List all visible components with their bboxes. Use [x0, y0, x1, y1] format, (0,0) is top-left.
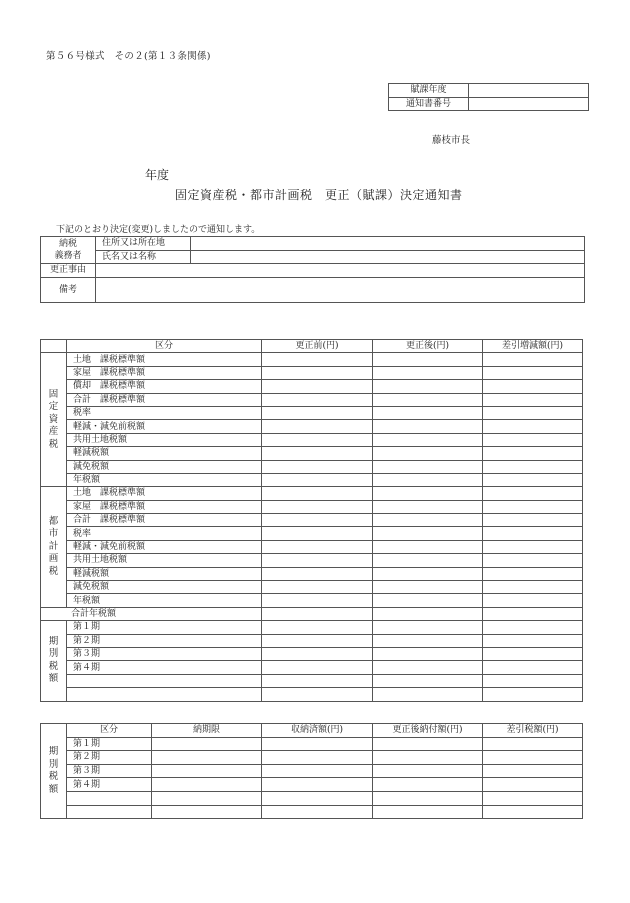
row-label: 第２期	[67, 634, 262, 647]
cell-due-date[interactable]	[152, 778, 262, 792]
cell-after[interactable]	[373, 500, 483, 513]
row-label: 合計 課税標準額	[67, 514, 262, 527]
table-row	[41, 621, 583, 634]
table-row	[41, 527, 583, 540]
address-field[interactable]	[191, 237, 585, 251]
table-row	[41, 594, 583, 607]
cell-difference[interactable]	[483, 353, 583, 366]
table-row	[41, 500, 583, 513]
cell-before[interactable]	[262, 688, 373, 701]
table-header-row	[41, 340, 583, 353]
cell-before[interactable]	[262, 607, 373, 620]
table-row	[41, 473, 583, 486]
cell-difference[interactable]	[483, 581, 583, 594]
cell-after[interactable]	[373, 594, 483, 607]
cell-before[interactable]	[262, 527, 373, 540]
table-row	[41, 514, 583, 527]
cell-difference[interactable]	[483, 751, 583, 765]
cell-difference[interactable]	[483, 447, 583, 460]
cell-after[interactable]	[373, 433, 483, 446]
table-row	[41, 447, 583, 460]
cell-paid[interactable]	[262, 751, 373, 765]
row-label: 家屋 課税標準額	[67, 366, 262, 379]
cell-difference[interactable]	[483, 791, 583, 805]
row-label: 減免税額	[67, 581, 262, 594]
cell-difference[interactable]	[483, 554, 583, 567]
row-label: 第２期	[67, 751, 152, 765]
cell-due-date[interactable]	[152, 791, 262, 805]
row-label: 共用土地税額	[67, 433, 262, 446]
row-label: 第１期	[67, 737, 152, 751]
header-before: 更正前(円)	[262, 340, 373, 353]
row-label: 土地 課税標準額	[67, 487, 262, 500]
cell-difference[interactable]	[483, 527, 583, 540]
cell-difference[interactable]	[483, 778, 583, 792]
cell-before[interactable]	[262, 473, 373, 486]
total-label: 合計年税額	[41, 607, 262, 620]
cell-before[interactable]	[262, 554, 373, 567]
header-paid-amount: 収納済額(円)	[262, 724, 373, 738]
cell-before[interactable]	[262, 353, 373, 366]
cell-before[interactable]	[262, 581, 373, 594]
cell-corrected[interactable]	[373, 737, 483, 751]
row-label	[67, 674, 262, 687]
cell-after[interactable]	[373, 554, 483, 567]
cell-difference[interactable]	[483, 473, 583, 486]
cell-after[interactable]	[373, 487, 483, 500]
cell-paid[interactable]	[262, 805, 373, 819]
table-row	[41, 487, 583, 500]
period-payment-table	[40, 723, 583, 819]
row-label: 第３期	[67, 647, 262, 660]
table-row	[41, 366, 583, 379]
cell-difference[interactable]	[483, 674, 583, 687]
cell-before[interactable]	[262, 393, 373, 406]
header-corrected-payment: 更正後納付額(円)	[373, 724, 483, 738]
table-row	[41, 674, 583, 687]
tax-year-field[interactable]	[469, 84, 589, 98]
cell-corrected[interactable]	[373, 764, 483, 778]
cell-difference[interactable]	[483, 567, 583, 580]
cell-before[interactable]	[262, 647, 373, 660]
cell-after[interactable]	[373, 514, 483, 527]
cell-difference[interactable]	[483, 460, 583, 473]
cell-corrected[interactable]	[373, 791, 483, 805]
row-label: 第４期	[67, 661, 262, 674]
table-row	[41, 433, 583, 446]
row-label: 税率	[67, 406, 262, 419]
cell-difference[interactable]	[483, 805, 583, 819]
table-row	[41, 554, 583, 567]
intro-text: 下記のとおり決定(変更)しましたので通知します。	[56, 225, 261, 235]
cell-corrected[interactable]	[373, 778, 483, 792]
cell-paid[interactable]	[262, 778, 373, 792]
cell-after[interactable]	[373, 420, 483, 433]
row-label: 共用土地税額	[67, 554, 262, 567]
cell-difference[interactable]	[483, 607, 583, 620]
document-title: 固定資産税・都市計画税 更正（賦課）決定通知書	[175, 188, 463, 202]
cell-after[interactable]	[373, 621, 483, 634]
cell-before[interactable]	[262, 460, 373, 473]
section-label-city-planning-tax: 都 市 計 画 税	[41, 487, 67, 608]
cell-after[interactable]	[373, 527, 483, 540]
row-label: 第４期	[67, 778, 152, 792]
table-row	[41, 380, 583, 393]
cell-difference[interactable]	[483, 594, 583, 607]
cell-after[interactable]	[373, 661, 483, 674]
cell-before[interactable]	[262, 540, 373, 553]
table-row	[41, 805, 583, 819]
header-category: 区分	[67, 340, 262, 353]
row-label: 合計 課税標準額	[67, 393, 262, 406]
cell-before[interactable]	[262, 380, 373, 393]
header-due-date: 納期限	[152, 724, 262, 738]
remarks-field[interactable]	[96, 277, 585, 302]
cell-after[interactable]	[373, 540, 483, 553]
cell-after[interactable]	[373, 674, 483, 687]
cell-difference[interactable]	[483, 688, 583, 701]
row-label: 家屋 課税標準額	[67, 500, 262, 513]
table-row	[41, 460, 583, 473]
taxpayer-group-label: 納税 義務者	[41, 237, 96, 264]
cell-before[interactable]	[262, 433, 373, 446]
row-label: 第１期	[67, 621, 262, 634]
row-label	[67, 791, 152, 805]
cell-difference[interactable]	[483, 433, 583, 446]
cell-difference[interactable]	[483, 737, 583, 751]
table-row	[41, 647, 583, 660]
cell-difference[interactable]	[483, 621, 583, 634]
row-label: 償却 課税標準額	[67, 380, 262, 393]
section-label-period-tax: 期 別 税 額	[41, 621, 67, 701]
table-row	[41, 778, 583, 792]
form-number: 第５６号様式 その２(第１３条関係)	[46, 51, 211, 62]
row-label	[67, 688, 262, 701]
cell-after[interactable]	[373, 688, 483, 701]
table-header-row	[41, 724, 583, 738]
cell-after[interactable]	[373, 393, 483, 406]
cell-before[interactable]	[262, 674, 373, 687]
cell-before[interactable]	[262, 661, 373, 674]
cell-due-date[interactable]	[152, 737, 262, 751]
name-label: 氏名又は名称	[96, 250, 191, 264]
table-row	[41, 581, 583, 594]
cell-after[interactable]	[373, 406, 483, 419]
cell-before[interactable]	[262, 406, 373, 419]
row-label: 年税額	[67, 473, 262, 486]
cell-difference[interactable]	[483, 764, 583, 778]
cell-after[interactable]	[373, 607, 483, 620]
taxpayer-table	[40, 236, 585, 303]
header-difference: 差引増減額(円)	[483, 340, 583, 353]
row-label: 軽減・減免前税額	[67, 420, 262, 433]
table-row	[41, 567, 583, 580]
cell-before[interactable]	[262, 487, 373, 500]
address-label: 住所又は所在地	[96, 237, 191, 251]
cell-after[interactable]	[373, 447, 483, 460]
section-label-fixed-asset-tax: 固 定 資 産 税	[41, 353, 67, 487]
table-row	[41, 540, 583, 553]
tax-year-label: 賦課年度	[389, 84, 469, 98]
row-label	[67, 805, 152, 819]
header-blank	[41, 340, 67, 353]
cell-before[interactable]	[262, 366, 373, 379]
cell-difference[interactable]	[483, 634, 583, 647]
table-row	[41, 420, 583, 433]
notice-number-row	[389, 97, 589, 111]
table-row	[41, 661, 583, 674]
table-row	[41, 634, 583, 647]
cell-before[interactable]	[262, 594, 373, 607]
cell-after[interactable]	[373, 567, 483, 580]
total-row	[41, 607, 583, 620]
table-row	[41, 393, 583, 406]
notice-info-box	[388, 83, 589, 111]
cell-due-date[interactable]	[152, 751, 262, 765]
notice-number-field[interactable]	[469, 97, 589, 111]
cell-difference[interactable]	[483, 647, 583, 660]
cell-paid[interactable]	[262, 764, 373, 778]
row-label: 減免税額	[67, 460, 262, 473]
side-label-period-tax: 期 別 税 額	[41, 724, 67, 819]
table-row	[41, 406, 583, 419]
row-label: 軽減税額	[67, 567, 262, 580]
row-label: 第３期	[67, 764, 152, 778]
tax-year-row	[389, 84, 589, 98]
cell-after[interactable]	[373, 581, 483, 594]
header-after: 更正後(円)	[373, 340, 483, 353]
reason-label: 更正事由	[41, 264, 96, 278]
tax-correction-table	[40, 339, 583, 702]
cell-after[interactable]	[373, 460, 483, 473]
cell-difference[interactable]	[483, 500, 583, 513]
cell-before[interactable]	[262, 447, 373, 460]
cell-after[interactable]	[373, 647, 483, 660]
cell-after[interactable]	[373, 366, 483, 379]
table-row	[41, 751, 583, 765]
row-label: 年税額	[67, 594, 262, 607]
table-row	[41, 688, 583, 701]
cell-before[interactable]	[262, 420, 373, 433]
cell-corrected[interactable]	[373, 805, 483, 819]
year-label: 年度	[145, 168, 170, 182]
cell-paid[interactable]	[262, 737, 373, 751]
header-difference-tax: 差引税額(円)	[483, 724, 583, 738]
cell-due-date[interactable]	[152, 805, 262, 819]
cell-difference[interactable]	[483, 514, 583, 527]
table-row	[41, 764, 583, 778]
cell-paid[interactable]	[262, 791, 373, 805]
cell-before[interactable]	[262, 621, 373, 634]
cell-difference[interactable]	[483, 406, 583, 419]
cell-difference[interactable]	[483, 366, 583, 379]
row-label: 土地 課税標準額	[67, 353, 262, 366]
remarks-label: 備考	[41, 277, 96, 302]
header-category: 区分	[67, 724, 152, 738]
cell-difference[interactable]	[483, 661, 583, 674]
cell-before[interactable]	[262, 634, 373, 647]
cell-difference[interactable]	[483, 420, 583, 433]
cell-due-date[interactable]	[152, 764, 262, 778]
table-row	[41, 353, 583, 366]
cell-corrected[interactable]	[373, 751, 483, 765]
reason-field[interactable]	[96, 264, 585, 278]
row-label: 軽減税額	[67, 447, 262, 460]
cell-before[interactable]	[262, 514, 373, 527]
cell-difference[interactable]	[483, 380, 583, 393]
name-field[interactable]	[191, 250, 585, 264]
cell-after[interactable]	[373, 353, 483, 366]
row-label: 軽減・減免前税額	[67, 540, 262, 553]
cell-difference[interactable]	[483, 487, 583, 500]
notice-number-label: 通知書番号	[389, 97, 469, 111]
cell-difference[interactable]	[483, 393, 583, 406]
cell-after[interactable]	[373, 473, 483, 486]
table-row	[41, 791, 583, 805]
cell-after[interactable]	[373, 634, 483, 647]
row-label: 税率	[67, 527, 262, 540]
cell-after[interactable]	[373, 380, 483, 393]
cell-before[interactable]	[262, 500, 373, 513]
cell-before[interactable]	[262, 567, 373, 580]
table-row	[41, 737, 583, 751]
cell-difference[interactable]	[483, 540, 583, 553]
issuer: 藤枝市長	[432, 135, 471, 146]
